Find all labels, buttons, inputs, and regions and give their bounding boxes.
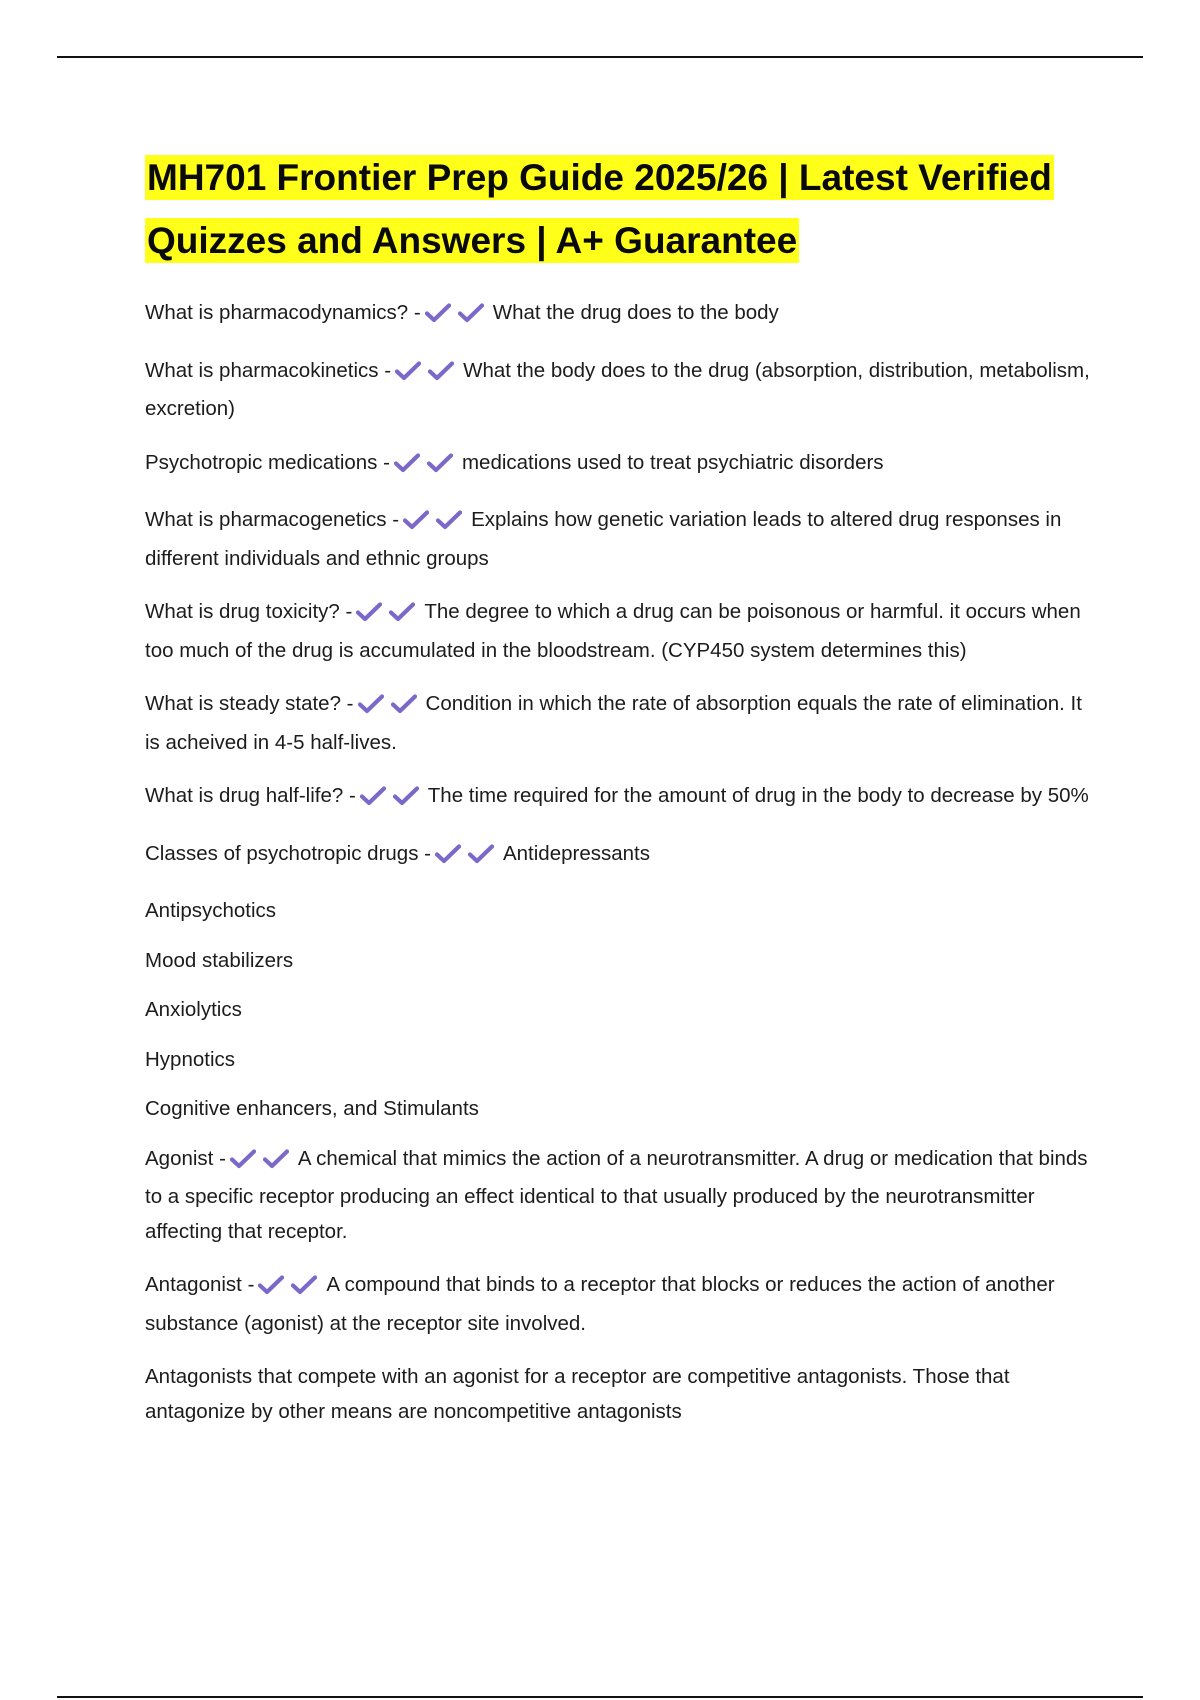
class-list-item: Hypnotics xyxy=(145,1047,236,1071)
question-text: What is drug half-life? - xyxy=(145,784,356,807)
class-list-item: Antipsychotics xyxy=(145,899,277,922)
question-text: What is pharmacokinetics - xyxy=(145,358,392,382)
check-icon xyxy=(428,361,454,381)
answer-text: A compound that binds to a receptor that blocks or reduces the action of another substance (agonist) at the receptor site involved. xyxy=(145,1273,1055,1335)
check-marks xyxy=(435,841,501,876)
question-text: What is drug toxicity? - xyxy=(145,600,353,623)
question-text: Agonist - xyxy=(145,1146,226,1170)
qa-item xyxy=(145,503,1090,576)
document-title xyxy=(145,146,1090,272)
check-marks xyxy=(230,1146,296,1181)
check-icon xyxy=(291,1275,317,1295)
check-marks xyxy=(360,783,426,818)
check-marks xyxy=(425,300,491,335)
qa-list-2 xyxy=(145,1142,1090,1342)
check-marks xyxy=(403,507,469,542)
check-icon xyxy=(230,1149,256,1169)
answer-text: Antidepressants xyxy=(502,841,650,865)
answer-text: Explains how genetic variation leads to altered drug responses in different individuals and ethnic groups xyxy=(145,508,1062,570)
class-list-item: Anxiolytics xyxy=(145,998,242,1021)
question-text: What is pharmacodynamics? - xyxy=(145,301,421,324)
class-list xyxy=(145,894,1090,1127)
question-text: Classes of psychotropic drugs - xyxy=(145,841,431,865)
check-icon xyxy=(468,844,494,864)
question-text: What is pharmacogenetics - xyxy=(145,508,400,531)
document-body xyxy=(145,146,1090,1448)
question-text: What is steady state? - xyxy=(145,692,354,715)
check-icon xyxy=(358,694,384,714)
check-icon xyxy=(425,303,451,323)
qa-item xyxy=(145,1268,1090,1341)
qa-item xyxy=(145,837,1090,876)
qa-list xyxy=(145,296,1090,875)
answer-text: What the body does to the drug (absorption, distribution, metabolism, excretion) xyxy=(145,358,1090,420)
answer-text: Condition in which the rate of absorption equals the rate of elimination. It is acheived in 4-5 half-lives. xyxy=(145,692,1082,754)
check-marks xyxy=(356,599,422,634)
check-icon xyxy=(427,453,453,473)
check-icon xyxy=(258,1275,284,1295)
check-icon xyxy=(391,694,417,714)
header-rule xyxy=(57,56,1143,58)
check-icon xyxy=(394,453,420,473)
check-icon xyxy=(356,602,382,622)
class-list-item: Cognitive enhancers, and Stimulants xyxy=(145,1097,479,1120)
check-icon xyxy=(393,786,419,806)
answer-text: medications used to treat psychiatric disorders xyxy=(461,450,884,474)
check-marks xyxy=(258,1272,324,1307)
qa-item xyxy=(145,779,1090,818)
qa-item xyxy=(145,446,1090,485)
answer-text: A chemical that mimics the action of a neurotransmitter. A drug or medication that binds to a specific receptor producing an effect identical to that usually produced by the neurotransmitter affecting that receptor. xyxy=(145,1146,1088,1243)
check-icon xyxy=(395,361,421,381)
qa-item xyxy=(145,1142,1090,1250)
check-icon xyxy=(263,1149,289,1169)
check-icon xyxy=(360,786,386,806)
answer-text: What the drug does to the body xyxy=(492,301,779,324)
footer-rule xyxy=(57,1696,1143,1698)
title-highlight: MH701 Frontier Prep Guide 2025/26 | Latest Verified Quizzes and Answers | A+ Guarantee xyxy=(147,157,1052,261)
check-icon xyxy=(435,844,461,864)
answer-text: The time required for the amount of drug in the body to decrease by 50% xyxy=(427,784,1089,807)
check-icon xyxy=(389,602,415,622)
answer-text: The degree to which a drug can be poisonous or harmful. it occurs when too much of the drug is accumulated in the bloodstream. (CYP450 system determines this) xyxy=(145,600,1081,662)
check-icon xyxy=(436,510,462,530)
check-icon xyxy=(458,303,484,323)
check-icon xyxy=(403,510,429,530)
qa-item xyxy=(145,595,1090,668)
closing-paragraph: Antagonists that compete with an agonist for a receptor are competitive antagonists. Those that antagonize by other means are noncompetitive antagonists xyxy=(145,1365,1010,1423)
qa-item xyxy=(145,296,1090,335)
check-marks xyxy=(394,450,460,485)
question-text: Antagonist - xyxy=(145,1273,255,1296)
qa-item xyxy=(145,687,1090,760)
check-marks xyxy=(395,358,461,393)
question-text: Psychotropic medications - xyxy=(145,450,390,474)
class-list-item: Mood stabilizers xyxy=(145,948,294,972)
qa-item xyxy=(145,354,1090,427)
check-marks xyxy=(358,691,424,726)
